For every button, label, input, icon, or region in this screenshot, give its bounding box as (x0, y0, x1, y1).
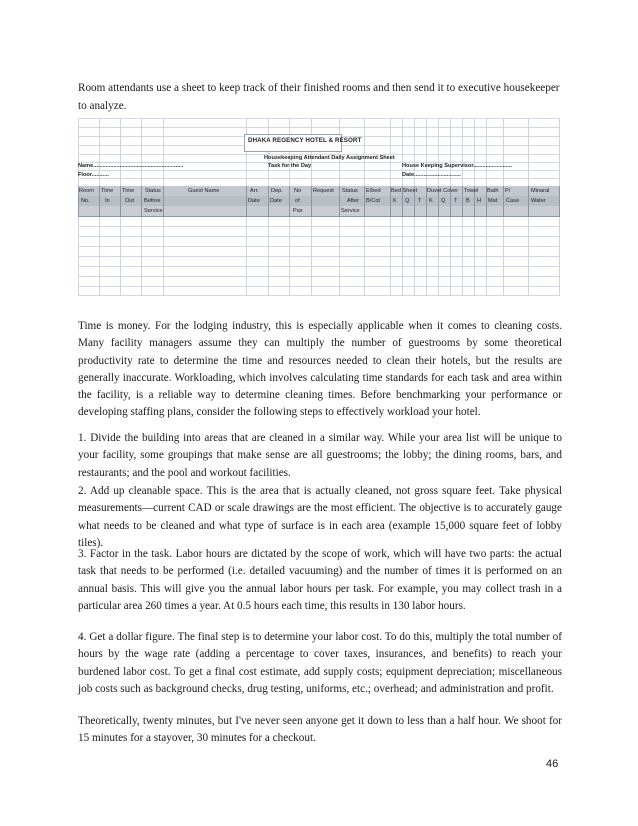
floor-label: Floor........... (78, 172, 109, 178)
intro-text: Room attendants use a sheet to keep track of their finished rooms and then send it to executive housekeeper to analyze. (78, 82, 560, 112)
sheet-title: Housekeeping Attendant Daily Assignment Sheet (264, 155, 395, 161)
name-label: Name.......................................................... (78, 163, 184, 169)
supervisor-label: House Keeping Supervisor......................... (402, 163, 513, 169)
col-header: H (477, 198, 482, 204)
date-label: Date.............................. (402, 172, 461, 178)
col-header: Duvet Cover (427, 188, 459, 194)
paragraph-conclusion: Theoretically, twenty minutes, but I've never seen anyone get it down to less than a half hour. We shoot for 15 minutes for a stayover, 30 minutes for a checkout. (78, 715, 562, 745)
col-header: Status (342, 188, 358, 194)
col-header: of (295, 198, 300, 204)
col-header: Date (248, 198, 260, 204)
paragraph-step-1: 1. Divide the building into areas that are cleaned in a similar way. While your area list will be unique to your facility, some groupings that make sense are all guestrooms; the lobby; the dining rooms, bars, and restaurants; and the pool and workout facilities. (78, 432, 562, 479)
col-header: K (393, 198, 397, 204)
hotel-name: DHAKA REGENCY HOTEL & RESORT (248, 137, 362, 144)
col-header: In (105, 198, 110, 204)
col-header: Case (506, 198, 520, 204)
col-header: Q (405, 198, 410, 204)
col-header: B (466, 198, 470, 204)
paragraph-step-4: 4. Get a dollar figure. The final step is to determine your labor cost. To do this, multiply the total number of hours by the wage rate (adding a percentage to cover taxes, insurances, and benefits) to reach your burdened labor cost. To get a final cost estimate, add supply costs; equipment depreciation; miscellaneous job costs such as background checks, drug testing, uniforms, etc.; overhead; and administration and profit. (78, 631, 562, 695)
col-header: Before (144, 198, 161, 204)
col-header: No. (81, 198, 90, 204)
col-header: Status (145, 188, 161, 194)
col-header: Towel (464, 188, 479, 194)
paragraph-step-3: 3. Factor in the task. Labor hours are dictated by the scope of work, which will have two parts: the actual task that needs to be performed (i.e. detailed vacuuming) and the number of times it is performed on an annual basis. This will give you the annual labor hours per task. For example, you may collect trash in a particular area 260 times a year. At 0.5 hours each time, this results in 130 labor hours. (78, 548, 562, 612)
col-header: Bed Sheet (391, 188, 418, 194)
task-label: Task for the Day (268, 163, 312, 169)
col-header: Pax (293, 208, 303, 214)
assignment-sheet-image (78, 118, 560, 296)
paragraph-time-is-money: Time is money. For the lodging industry, this is especially applicable when it comes to cleaning costs. Many facility managers assume they can multiply the number of guestrooms by some theoretical productivity rate to determine the time and resources needed to clean their hotels, but the results are generally inaccurate. Workloading, which involves calculating time standards for each task and area within the facility, is a reliable way to determine cleaning times. Before benchmarking your performance or developing staffing plans, consider the following steps to effectively workload your hotel. (78, 320, 562, 419)
col-header: Time (122, 188, 135, 194)
col-header: Room (79, 188, 94, 194)
col-header: Time (101, 188, 114, 194)
col-header: Minaral (531, 188, 550, 194)
col-header: Arr. (250, 188, 259, 194)
col-header: B/Cot (366, 198, 380, 204)
col-header: T (454, 198, 458, 204)
col-header: Dep. (271, 188, 283, 194)
col-header: K (429, 198, 433, 204)
page-number: 46 (546, 758, 559, 770)
col-header: After (347, 198, 359, 204)
col-header: Service (341, 208, 360, 214)
col-header: Mat (488, 198, 498, 204)
col-header: Guest Name (188, 188, 220, 194)
col-header: Out (125, 198, 135, 204)
col-header: Q (441, 198, 446, 204)
col-header: No (294, 188, 302, 194)
paragraph-step-2: 2. Add up cleanable space. This is the area that is actually cleaned, not gross square feet. Take physical measurements—current CAD or scale drawings are the most efficient. The objective is to accurately gauge what needs to be cleaned and what type of surface is in each area (example 15,000 square feet of lobby tiles). (78, 485, 562, 549)
col-header: T (418, 198, 422, 204)
col-header: Bath (487, 188, 499, 194)
col-header: Request (313, 188, 334, 194)
col-header: E/bed (366, 188, 381, 194)
col-header: Date (270, 198, 282, 204)
col-header: P/ (505, 188, 511, 194)
col-header: Water (531, 198, 546, 204)
col-header: Service (144, 208, 163, 214)
